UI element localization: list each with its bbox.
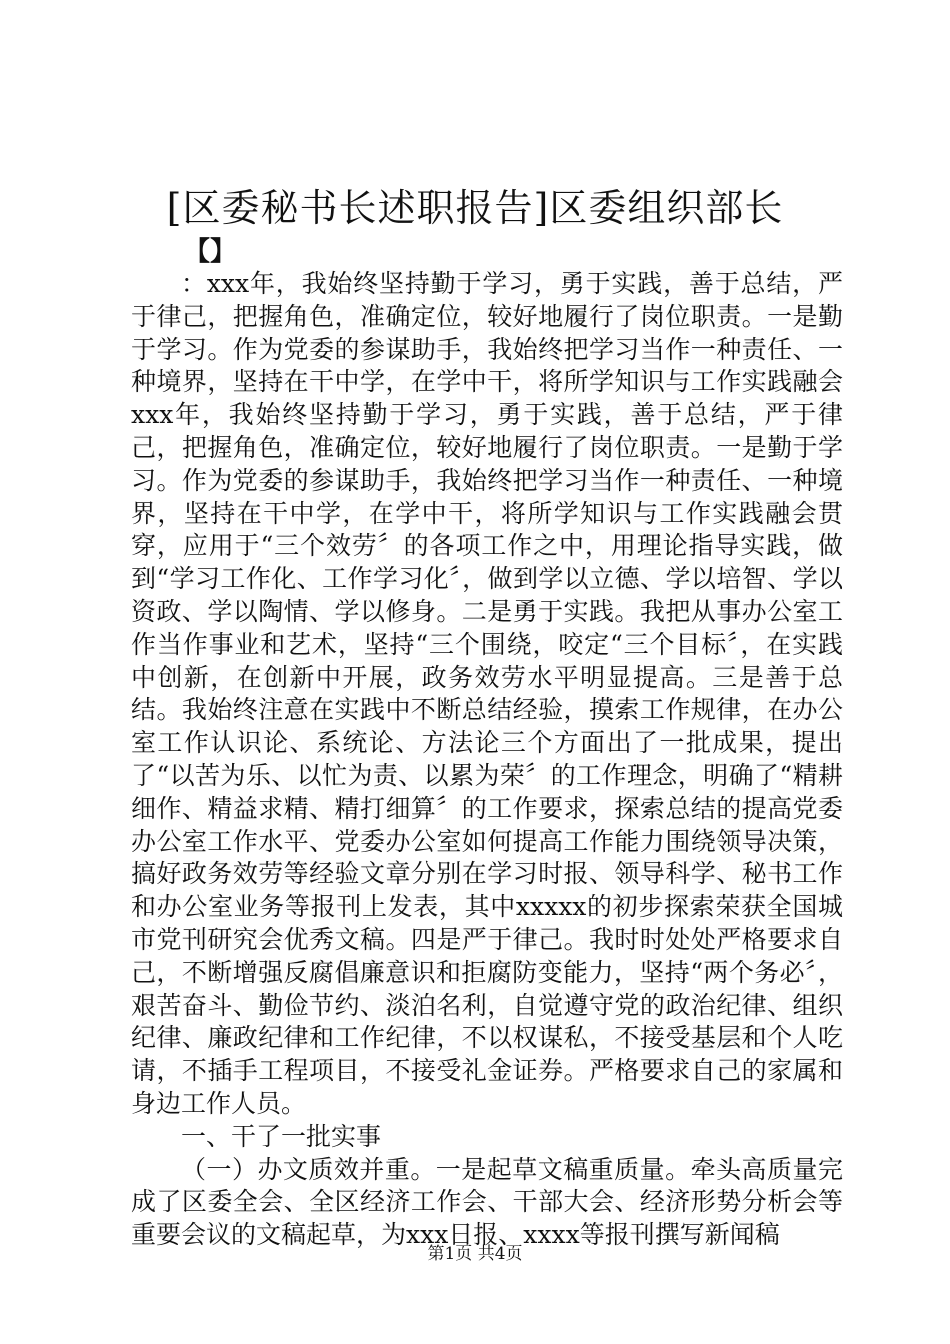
page-footer: 第1页 共4页 — [427, 1244, 523, 1264]
section-heading: 一、干了一批实事 — [181, 1121, 382, 1151]
bracket-label: 【】 — [184, 237, 237, 267]
document-title: [区委秘书长述职报告]区委组织部长 — [166, 186, 784, 230]
document-body — [131, 268, 843, 1252]
body-paragraph: （一）办文质效并重。一是起草文稿重质量。牵头高质量完成了区委全会、全区经济工作会、干部大会、经济形势分析会等重要会议的文稿起草，为xxx日报、xxxx等报刊撰写新闻稿 — [131, 1154, 843, 1250]
body-paragraph: ：xxx年，我始终坚持勤于学习，勇于实践，善于总结，严于律己，把握角色，准确定位，较好地履行了岗位职责。一是勤于学习。作为党委的参谋助手，我始终把学习当作一种责任、一种境界，坚持在干中学，在学中干，将所学知识与工作实践融会xxx年，我始终坚持勤于学习，勇于实践，善于总结，严于律己，把握角色，准确定位，较好地履行了岗位职责。一是勤于学习。作为党委的参谋助手，我始终把学习当作一种责任、一种境界，坚持在干中学，在学中干，将所学知识与工作实践融会贯穿，应用于“三个效劳〞的各项工作之中，用理论指导实践，做到“学习工作化、工作学习化〞，做到学以立德、学以培智、学以资政、学以陶情、学以修身。二是勇于实践。我把从事办公室工作当作事业和艺术，坚持“三个围绕，咬定“三个目标〞，在实践中创新，在创新中开展，政务效劳水平明显提高。三是善于总结。我始终注意在实践中不断总结经验，摸索工作规律，在办公室工作认识论、系统论、方法论三个方面出了一批成果，提出了“以苦为乐、以忙为责、以累为荣〞的工作理念，明确了“精耕细作、精益求精、精打细算〞的工作要求，探索总结的提高党委办公室工作水平、党委办公室如何提高工作能力围绕领导决策，搞好政务效劳等经验文章分别在学习时报、领导科学、秘书工作和办公室业务等报刊上发表，其中xxxxx的初步探索荣获全国城市党刊研究会优秀文稿。四是严于律己。我时时处处严格要求自己，不断增强反腐倡廉意识和拒腐防变能力，坚持“两个务必〞，艰苦奋斗、勤俭节约、淡泊名利，自觉遵守党的政治纪律、组织纪律、廉政纪律和工作纪律，不以权谋私，不接受基层和个人吃请，不插手工程项目，不接受礼金证券。严格要求自己的家属和身边工作人员。 — [131, 269, 843, 1118]
